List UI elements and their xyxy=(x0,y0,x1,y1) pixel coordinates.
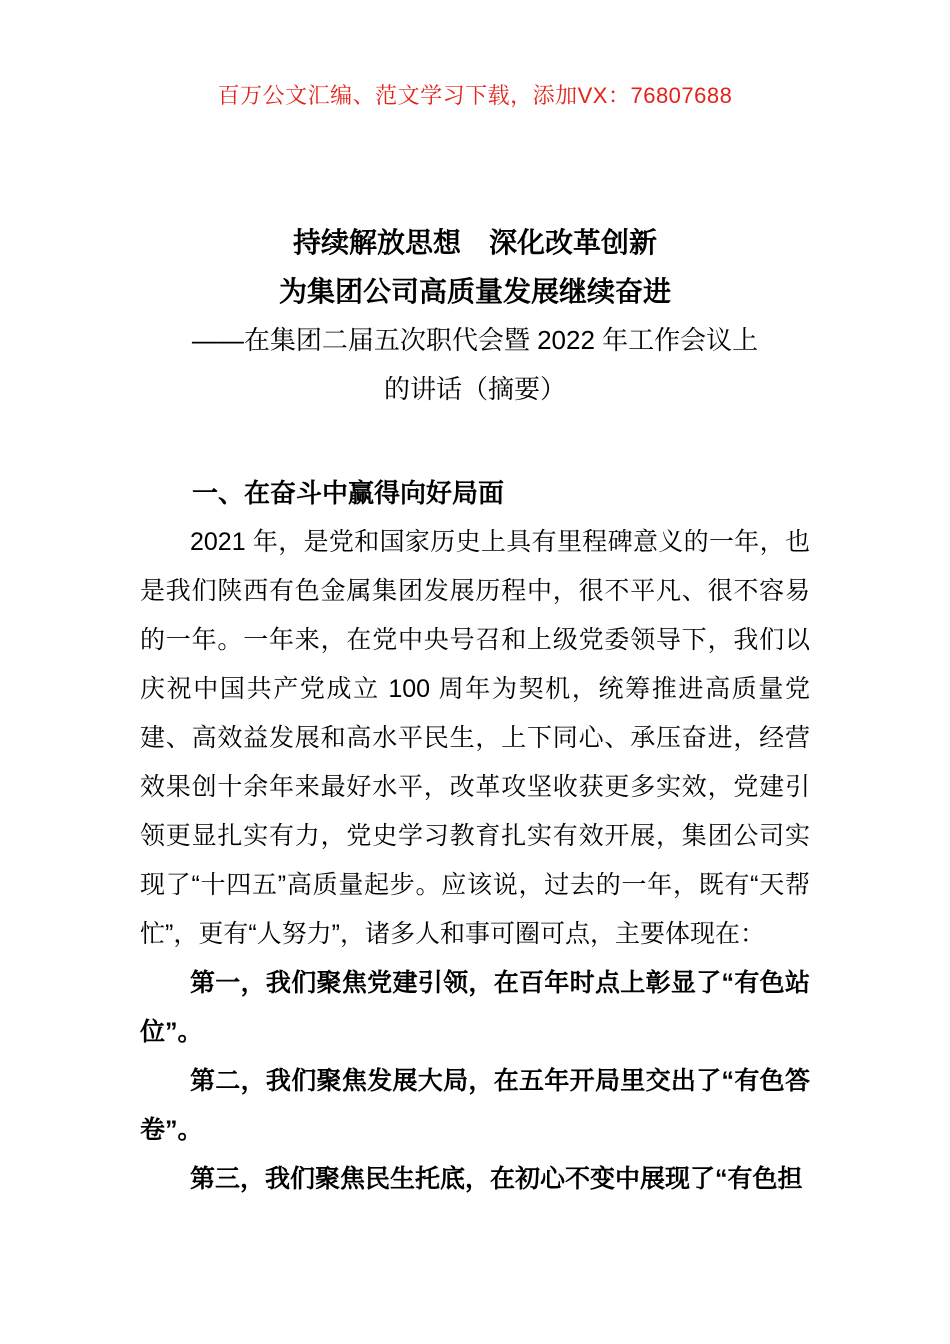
paragraph-point-1: 第一，我们聚焦党建引领，在百年时点上彰显了“有色站位”。 xyxy=(140,969,810,1046)
promo-header-text: 百万公文汇编、范文学习下载，添加VX：76807688 xyxy=(217,83,733,108)
section-heading: 一、在奋斗中赢得向好局面 xyxy=(192,478,505,508)
promo-header xyxy=(0,83,950,109)
doc-title-line-2: 为集团公司高质量发展继续奋进 xyxy=(278,276,671,307)
paragraph-point-2: 第二，我们聚焦发展大局，在五年开局里交出了“有色答卷”。 xyxy=(140,1067,810,1144)
paragraph-intro: 2021 年，是党和国家历史上具有里程碑意义的一年，也是我们陕西有色金属集团发展历程中，很不平凡、很不容易的一年。一年来，在党中央号召和上级党委领导下，我们以庆祝中国共产党成立 100 周年为契机，统筹推进高质量党建、高效益发展和高水平民生，上下同心、承压奋进，经营效果创十余年来最好水平，改革攻坚收获更多实效，党建引领更显扎实有力，党史学习教育扎实有效开展，集团公司实现了“十四五”高质量起步。应该说，过去的一年，既有“天帮忙”，更有“人努力”，诸多人和事可圈可点，主要体现在： xyxy=(140,528,810,948)
paragraph-point-3: 第三，我们聚焦民生托底，在初心不变中展现了“有色担 xyxy=(190,1165,803,1193)
doc-subtitle-line-1: ——在集团二届五次职代会暨 2022 年工作会议上 xyxy=(191,325,759,355)
document-content xyxy=(140,218,810,1204)
doc-subtitle-line-2: 的讲话（摘要） xyxy=(383,374,566,404)
doc-title-line-1: 持续解放思想 深化改革创新 xyxy=(292,227,657,258)
